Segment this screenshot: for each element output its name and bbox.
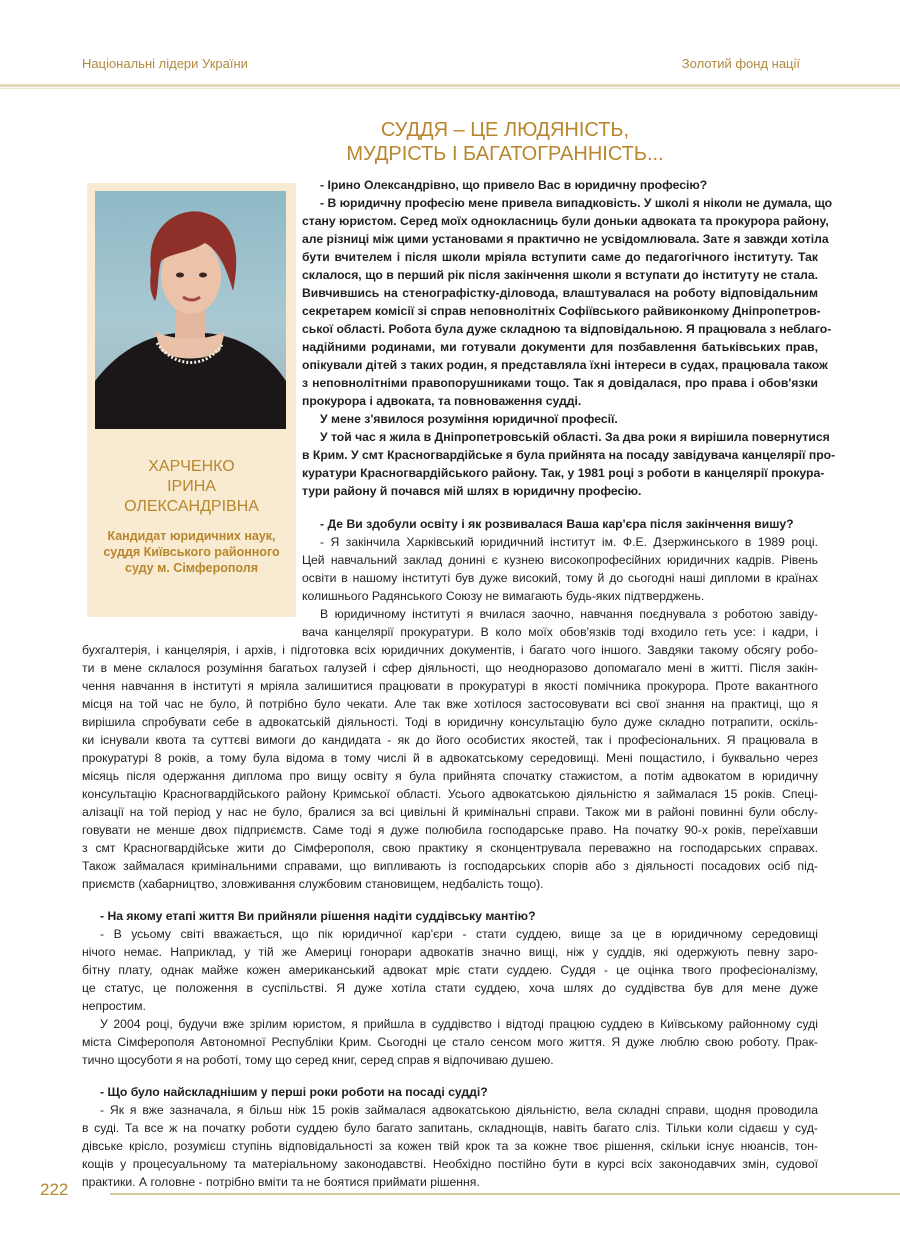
profile-caption (87, 528, 296, 576)
body-text-line: бухгалтерія, і канцелярія, і архів, і підготовка всіх юридичних документів, і багато чого іншого. Завдяки такому обсягу робо- (82, 643, 818, 657)
body-text-line: практики. А головне - потрібно вміти та не боятися приймати рішення. (82, 1175, 480, 1189)
body-text-line: У мене з'явилося розуміння юридичної професії. (320, 412, 618, 426)
body-text-line: опікували дітей з таких родин, я представляла їхні інтереси в судах, працювала також (302, 358, 828, 372)
body-text-line: бути вчителем і після школи мріяла вступити саме до педагогічного інституту. Так (302, 250, 818, 264)
body-text-line: ки існували квота та суттєві вимоги до кандидата - як до його особистих якостей, так і професіональних. Я працювала в (82, 733, 818, 747)
portrait-photo (95, 191, 286, 429)
body-text-line: непростим. (82, 999, 146, 1013)
body-text-line: алізації на той період у нас не було, бралися за всі цивільні й кримінальні справи. Також ми в районі повинні були обслу- (82, 805, 818, 819)
person-first-name: ІРИНА (167, 478, 216, 495)
body-text-line: - На якому етапі життя Ви прийняли рішення надіти суддівську мантію? (100, 909, 536, 923)
body-text-line: нічого немає. Наприклад, у тій же Америці гонорари адвокатів значно вищі, ніж у суддів, які одержують певну заро- (82, 945, 818, 959)
body-text-line: ської області. Робота була дуже складною та відповідальною. Я працювала з неблаго- (302, 322, 832, 336)
body-text-line: з смт Красногвардійське жити до Сімферополя, свою практику я сконцентрувала переважно на господарських справах. (82, 841, 818, 855)
body-text-line: кощів у процесуальному та матеріальному законодавстві. Необхідно постійно бути в курсі всіх законодавчих змін, судової (82, 1157, 818, 1171)
body-text-line: колишнього Радянського Союзу не вимагають будь-яких підтверджень. (302, 589, 705, 603)
body-text-line: куратури Красногвардійського району. Так, у 1981 році з роботи в канцелярії прокура- (302, 466, 825, 480)
body-text-line: - Що було найскладнішим у перші роки роботи на посаді судді? (100, 1085, 488, 1099)
body-text-line: в суді. Та все ж на початку роботи суддею було багато запитань, складнощів, навіть багато сліз. Тільки коли сідаєш у суд- (82, 1121, 818, 1135)
body-text-line: освіти в нашому інституті був дуже високий, тому й до сьогодні наші дипломи в країнах (302, 571, 818, 585)
body-text-line: склалося, що в перший рік після закінчення школи я вступати до інституту не стала. (302, 268, 818, 282)
body-text-line: тури району й почався мій шлях в юридичну професію. (302, 484, 642, 498)
body-text-line: міста Сімферополя Автономної Республіки Крим. Сьогодні це стало сенсом мого життя. Я дуже люблю свою роботу. Прак- (82, 1035, 818, 1049)
portrait-illustration (95, 191, 286, 429)
body-text-line: це статус, це положення в суспільстві. Я дуже хотіла стати суддею, хоча шлях до суддівства був для мене дуже (82, 981, 818, 995)
caption-line: суддя Київського районного (103, 545, 280, 559)
body-text-line: приємств (хабарництво, зловживання службовим становищем, недбалість тощо). (82, 877, 544, 891)
body-text-line: секретарем комісії зі справ неповнолітніх Софіївського райвиконкому Дніпропетров- (302, 304, 821, 318)
body-text-line: чення навчання в інституті я мріяла залишитися працювати в прокуратурі в якості помічника прокурора. Проте вакантного (82, 679, 818, 693)
running-header-right: Золотий фонд нації (681, 56, 800, 71)
body-text-line: - Де Ви здобули освіту і як розвивалася Ваша кар'єра після закінчення вишу? (320, 517, 794, 531)
body-text-line: місяць після одержання диплома про вищу освіту я була прийнята спочатку стажистом, а потім адвокатом в юридичну (82, 769, 818, 783)
running-header-left: Національні лідери України (82, 56, 248, 71)
caption-line: Кандидат юридичних наук, (107, 529, 276, 543)
caption-line: суду м. Сімферополя (125, 561, 258, 575)
body-text-line: говувати не менше двох підприємств. Саме тоді я дуже полюбила господарське право. На початку 90-х років, переїхавши (82, 823, 818, 837)
body-text-line: У 2004 році, будучи вже зрілим юристом, я прийшла в суддівство і відтоді працюю суддею в Київському районному суді (100, 1017, 818, 1031)
body-text-line: вирішила спробувати себе в адвокатській діяльності. Тоді в юридичну консультацію було дуже складно потрапити, оскіль- (82, 715, 818, 729)
body-text-line: Також займалася кримінальними справами, що випливають із господарських спорів або з діяльності посадових осіб під- (82, 859, 818, 873)
body-text-line: місця на той час не було, й потрібно було чекати. Але так вже хотілося застосовувати всі свої знання на практиці, що я (82, 697, 818, 711)
body-text-line: прокурора і адвоката, та повноваження судді. (302, 394, 582, 408)
body-text-line: бітну плату, однак майже кожен американський адвокат мріє стати суддею. Суддя - це оцінка твого професіоналізму, (82, 963, 818, 977)
body-text-line: Вивчившись на стенографістку-діловода, влаштувалася на роботу відповідальним (302, 286, 818, 300)
article-title-line-1: СУДДЯ – ЦЕ ЛЮДЯНІСТЬ, (380, 119, 630, 141)
header-rule-thin (0, 88, 900, 89)
body-text-line: - В усьому світі вважається, що пік юридичної кар'єри - стати суддею, вище за це в юридичному середовищі (100, 927, 818, 941)
body-text-line: - Ірино Олександрівно, що привело Вас в юридичну професію? (320, 178, 708, 192)
body-text-line: прокуратурі 8 років, а тому була відома в тому числі й в адвокатському середовищі. Мені пощастило, і буквально через (82, 751, 818, 765)
body-text-line: надійними родинами, ми готували документи для позбавлення батьківських прав, (302, 340, 818, 354)
body-text-line: дівське крісло, розумієш ступінь відповідальності за кожен твій крок та за кожне твоє рішення, скільки існує нюансів, тон- (82, 1139, 818, 1153)
footer-rule (110, 1193, 900, 1195)
page-number: 222 (40, 1180, 69, 1199)
person-surname: ХАРЧЕНКО (148, 458, 235, 475)
person-patronymic: ОЛЕКСАНДРІВНА (124, 498, 259, 515)
body-text-line: В юридичному інституті я вчилася заочно, навчання поєднувала з роботою завіду- (320, 607, 818, 621)
body-text-line: Цей навчальний заклад донині є кузнею високопрофесійних юридичних кадрів. Рівень (302, 553, 818, 567)
body-text-line: стану юристом. Серед моїх однокласниць були доньки адвоката та прокурора району, (302, 214, 829, 228)
body-text-line: консультацію Красногвардійського району Кримської області. Усього адвокатською діяльністю я займалася 15 років. Спеці- (82, 787, 818, 801)
body-text-line: але різниці між цими установами я практично не усвідомлювала. Зате я завжди хотіла (302, 232, 829, 246)
body-text-line: тично щосуботи я на роботі, тому що серед книг, серед справ я відпочиваю душею. (82, 1053, 554, 1067)
body-text-line: - Як я вже зазначала, я більш ніж 15 років займалася адвокатською діяльністю, вела складні справи, щодня проводила (100, 1103, 818, 1117)
body-text-line: - В юридичну професію мене привела випадковість. У школі я ніколи не думала, що (320, 196, 833, 210)
article-title-line-2: МУДРІСТЬ І БАГАТОГРАННІСТЬ... (346, 143, 664, 165)
body-text-line: ти в мене склалося розуміння багатьох галузей і сфер діяльності, що неодноразово допомагало мені в житті. Після закін- (82, 661, 818, 675)
body-text-line: з неповнолітніми правопорушниками тощо. Так я довідалася, про права і обов'язки (302, 376, 818, 390)
body-text-line: в Крим. У смт Красногвардійське я була прийнята на посаду завідувача канцелярії про- (302, 448, 836, 462)
header-rule (0, 84, 900, 87)
body-text-line: вача канцелярії прокуратури. В коло моїх обов'язків тоді входило геть усе: і кадри, і (302, 625, 818, 639)
body-text-line: У той час я жила в Дніпропетровській області. За два роки я вирішила повернутися (320, 430, 830, 444)
body-text-line: - Я закінчила Харківський юридичний інститут ім. Ф.Е. Дзержинського в 1989 році. (320, 535, 818, 549)
